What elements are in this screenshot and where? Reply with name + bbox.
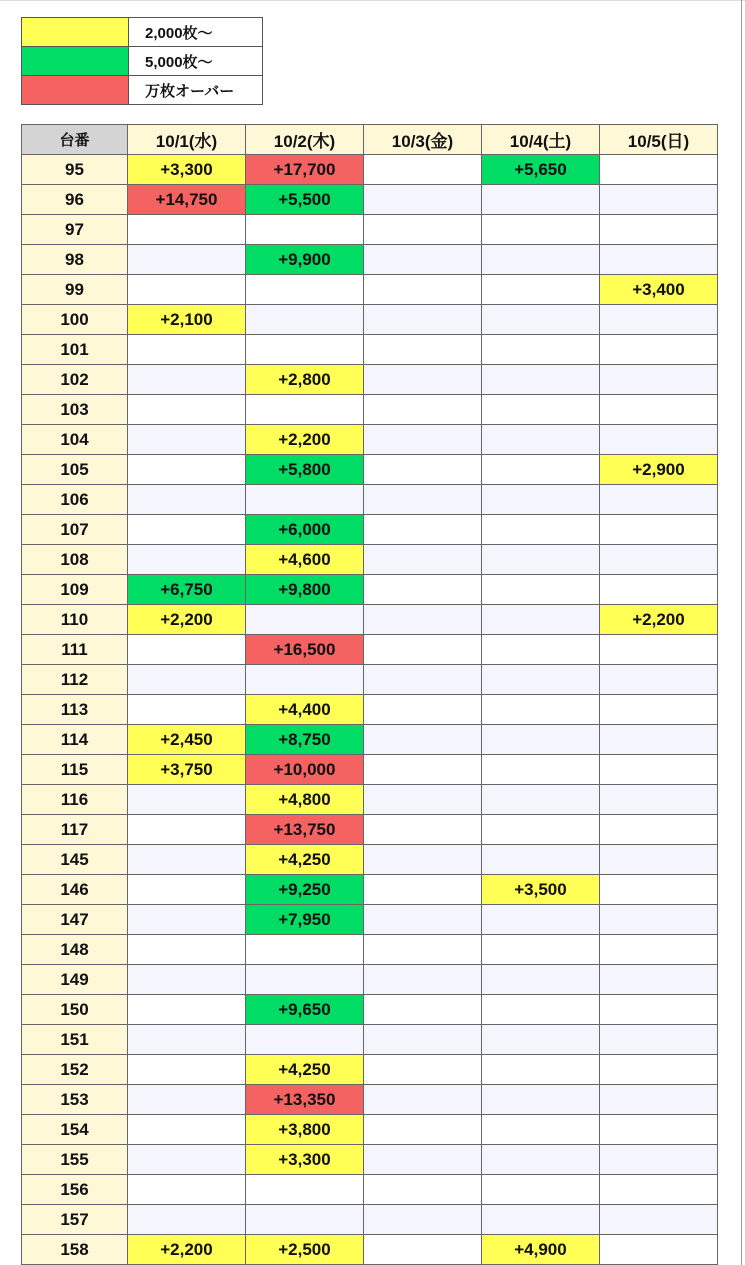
table-row: [22, 665, 718, 695]
result-cell: [600, 245, 718, 275]
result-cell: [128, 905, 246, 935]
result-cell: [482, 575, 600, 605]
result-cell: [600, 845, 718, 875]
result-cell: [364, 605, 482, 635]
result-cell: +2,500: [246, 1235, 364, 1265]
table-row: [22, 155, 718, 185]
table-body: [22, 155, 718, 1265]
result-cell: [364, 935, 482, 965]
result-cell: +3,400: [600, 275, 718, 305]
table-row: [22, 755, 718, 785]
result-cell: [482, 785, 600, 815]
legend-row: [22, 47, 263, 76]
machine-number: 107: [22, 515, 128, 545]
machine-number: 146: [22, 875, 128, 905]
results-table: [21, 124, 718, 1265]
legend-row: [22, 76, 263, 105]
legend-row: [22, 18, 263, 47]
machine-number: 145: [22, 845, 128, 875]
result-cell: [600, 635, 718, 665]
result-cell: +2,100: [128, 305, 246, 335]
result-cell: [482, 515, 600, 545]
result-cell: [246, 1175, 364, 1205]
result-cell: [482, 845, 600, 875]
result-cell: [364, 1055, 482, 1085]
machine-number: 95: [22, 155, 128, 185]
machine-number: 106: [22, 485, 128, 515]
result-cell: +3,500: [482, 875, 600, 905]
machine-number: 154: [22, 1115, 128, 1145]
result-cell: [364, 1205, 482, 1235]
machine-number: 105: [22, 455, 128, 485]
table-row: [22, 1145, 718, 1175]
result-cell: [364, 515, 482, 545]
result-cell: [364, 965, 482, 995]
machine-number: 116: [22, 785, 128, 815]
result-cell: [600, 515, 718, 545]
machine-number: 97: [22, 215, 128, 245]
result-cell: +2,450: [128, 725, 246, 755]
result-cell: [128, 215, 246, 245]
result-cell: [128, 785, 246, 815]
result-cell: [600, 695, 718, 725]
machine-number: 156: [22, 1175, 128, 1205]
machine-number: 112: [22, 665, 128, 695]
machine-number: 96: [22, 185, 128, 215]
result-cell: [246, 395, 364, 425]
result-cell: +8,750: [246, 725, 364, 755]
result-cell: [482, 455, 600, 485]
result-cell: [128, 1145, 246, 1175]
table-row: [22, 935, 718, 965]
result-cell: [246, 935, 364, 965]
table-row: [22, 1175, 718, 1205]
table-row: [22, 365, 718, 395]
result-cell: +13,750: [246, 815, 364, 845]
machine-number: 110: [22, 605, 128, 635]
result-cell: [128, 935, 246, 965]
result-cell: [128, 815, 246, 845]
result-cell: [600, 875, 718, 905]
result-cell: [600, 995, 718, 1025]
result-cell: [482, 365, 600, 395]
result-cell: [364, 1025, 482, 1055]
result-cell: [482, 1085, 600, 1115]
result-cell: [246, 485, 364, 515]
date-header: 10/2(木): [246, 125, 364, 155]
result-cell: [600, 755, 718, 785]
result-cell: [364, 815, 482, 845]
result-cell: [482, 1175, 600, 1205]
machine-number: 103: [22, 395, 128, 425]
result-cell: [600, 1025, 718, 1055]
machine-number: 148: [22, 935, 128, 965]
result-cell: [482, 695, 600, 725]
machine-number-header: 台番: [22, 125, 128, 155]
result-cell: [482, 755, 600, 785]
table-row: [22, 1115, 718, 1145]
result-cell: +9,650: [246, 995, 364, 1025]
table-row: [22, 695, 718, 725]
table-row: [22, 215, 718, 245]
result-cell: [128, 455, 246, 485]
table-row: [22, 995, 718, 1025]
result-cell: [482, 815, 600, 845]
result-cell: +3,300: [128, 155, 246, 185]
right-border: [741, 0, 742, 1265]
result-cell: [128, 275, 246, 305]
result-cell: [364, 845, 482, 875]
table-row: [22, 1205, 718, 1235]
result-cell: [600, 335, 718, 365]
result-cell: +2,200: [600, 605, 718, 635]
result-cell: [600, 815, 718, 845]
result-cell: [600, 365, 718, 395]
result-cell: +2,200: [246, 425, 364, 455]
result-cell: +3,750: [128, 755, 246, 785]
legend-label-2000: 2,000枚〜: [129, 18, 263, 47]
table-row: [22, 575, 718, 605]
result-cell: [482, 1025, 600, 1055]
result-cell: [600, 1175, 718, 1205]
result-cell: +4,800: [246, 785, 364, 815]
result-cell: [128, 845, 246, 875]
result-cell: [600, 935, 718, 965]
result-cell: [246, 605, 364, 635]
machine-number: 100: [22, 305, 128, 335]
result-cell: [128, 665, 246, 695]
date-header: 10/4(土): [482, 125, 600, 155]
machine-number: 152: [22, 1055, 128, 1085]
result-cell: [364, 425, 482, 455]
result-cell: +2,200: [128, 605, 246, 635]
result-cell: [600, 395, 718, 425]
table-row: [22, 815, 718, 845]
machine-number: 99: [22, 275, 128, 305]
result-cell: +2,200: [128, 1235, 246, 1265]
table-row: [22, 1025, 718, 1055]
result-cell: +9,900: [246, 245, 364, 275]
result-cell: [246, 665, 364, 695]
machine-number: 113: [22, 695, 128, 725]
result-cell: [482, 245, 600, 275]
table-row: [22, 305, 718, 335]
machine-number: 151: [22, 1025, 128, 1055]
legend-swatch-5000: [22, 47, 129, 76]
result-cell: [600, 155, 718, 185]
result-cell: [128, 875, 246, 905]
result-cell: [128, 1175, 246, 1205]
result-cell: +16,500: [246, 635, 364, 665]
result-cell: [128, 515, 246, 545]
result-cell: [364, 365, 482, 395]
result-cell: [482, 635, 600, 665]
result-cell: [600, 1145, 718, 1175]
result-cell: [364, 785, 482, 815]
result-cell: [364, 725, 482, 755]
result-cell: [600, 575, 718, 605]
result-cell: [246, 335, 364, 365]
top-border: [0, 0, 745, 1]
result-cell: [364, 545, 482, 575]
result-cell: +4,900: [482, 1235, 600, 1265]
result-cell: [246, 965, 364, 995]
result-cell: +2,900: [600, 455, 718, 485]
table-row: [22, 845, 718, 875]
result-cell: [128, 335, 246, 365]
result-cell: [128, 395, 246, 425]
result-cell: [482, 1115, 600, 1145]
table-row: [22, 1235, 718, 1265]
result-cell: [128, 635, 246, 665]
result-cell: [128, 965, 246, 995]
result-cell: +17,700: [246, 155, 364, 185]
table-row: [22, 1085, 718, 1115]
table-row: [22, 725, 718, 755]
result-cell: [482, 965, 600, 995]
result-cell: [364, 335, 482, 365]
result-cell: [128, 545, 246, 575]
table-row: [22, 455, 718, 485]
result-cell: [364, 245, 482, 275]
result-cell: [482, 335, 600, 365]
result-cell: [364, 1115, 482, 1145]
table-row: [22, 785, 718, 815]
result-cell: [482, 905, 600, 935]
result-cell: [364, 1175, 482, 1205]
machine-number: 153: [22, 1085, 128, 1115]
result-cell: +13,350: [246, 1085, 364, 1115]
machine-number: 101: [22, 335, 128, 365]
result-cell: [364, 905, 482, 935]
machine-number: 117: [22, 815, 128, 845]
result-cell: [128, 695, 246, 725]
result-cell: +4,400: [246, 695, 364, 725]
result-cell: [600, 305, 718, 335]
table-row: [22, 335, 718, 365]
machine-number: 115: [22, 755, 128, 785]
table-row: [22, 545, 718, 575]
result-cell: [364, 575, 482, 605]
machine-number: 149: [22, 965, 128, 995]
table-row: [22, 635, 718, 665]
legend-swatch-10000: [22, 76, 129, 105]
result-cell: [482, 725, 600, 755]
result-cell: +3,300: [246, 1145, 364, 1175]
result-cell: +2,800: [246, 365, 364, 395]
table-row: [22, 905, 718, 935]
result-cell: [600, 215, 718, 245]
legend-label-10000: 万枚オーバー: [129, 76, 263, 105]
result-cell: [482, 995, 600, 1025]
header-row: [22, 125, 718, 155]
result-cell: [128, 1055, 246, 1085]
result-cell: [600, 425, 718, 455]
result-cell: +4,600: [246, 545, 364, 575]
result-cell: [364, 395, 482, 425]
table-row: [22, 425, 718, 455]
table-row: [22, 965, 718, 995]
result-cell: [482, 1145, 600, 1175]
result-cell: [482, 215, 600, 245]
result-cell: [364, 1235, 482, 1265]
legend-swatch-2000: [22, 18, 129, 47]
result-cell: +9,250: [246, 875, 364, 905]
result-cell: [600, 545, 718, 575]
date-header: 10/5(日): [600, 125, 718, 155]
result-cell: [364, 875, 482, 905]
result-cell: [128, 1025, 246, 1055]
result-cell: +7,950: [246, 905, 364, 935]
result-cell: [600, 1055, 718, 1085]
result-cell: [364, 155, 482, 185]
result-cell: [364, 755, 482, 785]
machine-number: 157: [22, 1205, 128, 1235]
result-cell: [364, 995, 482, 1025]
machine-number: 155: [22, 1145, 128, 1175]
result-cell: [600, 905, 718, 935]
table-row: [22, 875, 718, 905]
result-cell: [246, 215, 364, 245]
machine-number: 104: [22, 425, 128, 455]
result-cell: +3,800: [246, 1115, 364, 1145]
result-cell: +4,250: [246, 845, 364, 875]
result-cell: [482, 395, 600, 425]
machine-number: 102: [22, 365, 128, 395]
table-row: [22, 245, 718, 275]
table-row: [22, 395, 718, 425]
table-row: [22, 515, 718, 545]
machine-number: 147: [22, 905, 128, 935]
result-cell: [364, 485, 482, 515]
result-cell: [600, 785, 718, 815]
machine-number: 158: [22, 1235, 128, 1265]
result-cell: [128, 995, 246, 1025]
table-row: [22, 275, 718, 305]
result-cell: [128, 365, 246, 395]
result-cell: [600, 485, 718, 515]
result-cell: [246, 275, 364, 305]
table-row: [22, 485, 718, 515]
result-cell: [482, 275, 600, 305]
result-cell: [364, 455, 482, 485]
result-cell: [128, 1115, 246, 1145]
result-cell: [482, 185, 600, 215]
result-cell: [482, 1205, 600, 1235]
result-cell: [128, 245, 246, 275]
result-cell: +4,250: [246, 1055, 364, 1085]
result-cell: [128, 1085, 246, 1115]
result-cell: [128, 1205, 246, 1235]
result-cell: [482, 1055, 600, 1085]
result-cell: +5,500: [246, 185, 364, 215]
result-cell: [600, 725, 718, 755]
machine-number: 114: [22, 725, 128, 755]
result-cell: [364, 305, 482, 335]
result-cell: [364, 215, 482, 245]
machine-number: 150: [22, 995, 128, 1025]
date-header: 10/3(金): [364, 125, 482, 155]
result-cell: [364, 1085, 482, 1115]
result-cell: [482, 605, 600, 635]
result-cell: [364, 695, 482, 725]
table-row: [22, 185, 718, 215]
date-header: 10/1(水): [128, 125, 246, 155]
result-cell: [600, 1085, 718, 1115]
legend-label-5000: 5,000枚〜: [129, 47, 263, 76]
result-cell: [364, 275, 482, 305]
result-cell: [600, 1115, 718, 1145]
machine-number: 111: [22, 635, 128, 665]
result-cell: [482, 425, 600, 455]
result-cell: [482, 665, 600, 695]
result-cell: [364, 1145, 482, 1175]
result-cell: [600, 665, 718, 695]
result-cell: [128, 485, 246, 515]
result-cell: [482, 485, 600, 515]
result-cell: [482, 305, 600, 335]
machine-number: 109: [22, 575, 128, 605]
result-cell: [482, 935, 600, 965]
result-cell: +6,000: [246, 515, 364, 545]
result-cell: [600, 1205, 718, 1235]
result-cell: [600, 1235, 718, 1265]
result-cell: [600, 965, 718, 995]
color-legend: [21, 17, 263, 105]
table-row: [22, 605, 718, 635]
result-cell: [482, 545, 600, 575]
result-cell: [600, 185, 718, 215]
result-cell: [246, 305, 364, 335]
result-cell: [246, 1025, 364, 1055]
result-cell: [364, 635, 482, 665]
result-cell: [364, 665, 482, 695]
result-cell: +9,800: [246, 575, 364, 605]
result-cell: +5,650: [482, 155, 600, 185]
result-cell: [128, 425, 246, 455]
result-cell: +6,750: [128, 575, 246, 605]
result-cell: [246, 1205, 364, 1235]
machine-number: 108: [22, 545, 128, 575]
result-cell: +5,800: [246, 455, 364, 485]
result-cell: +10,000: [246, 755, 364, 785]
table-row: [22, 1055, 718, 1085]
machine-number: 98: [22, 245, 128, 275]
result-cell: +14,750: [128, 185, 246, 215]
result-cell: [364, 185, 482, 215]
